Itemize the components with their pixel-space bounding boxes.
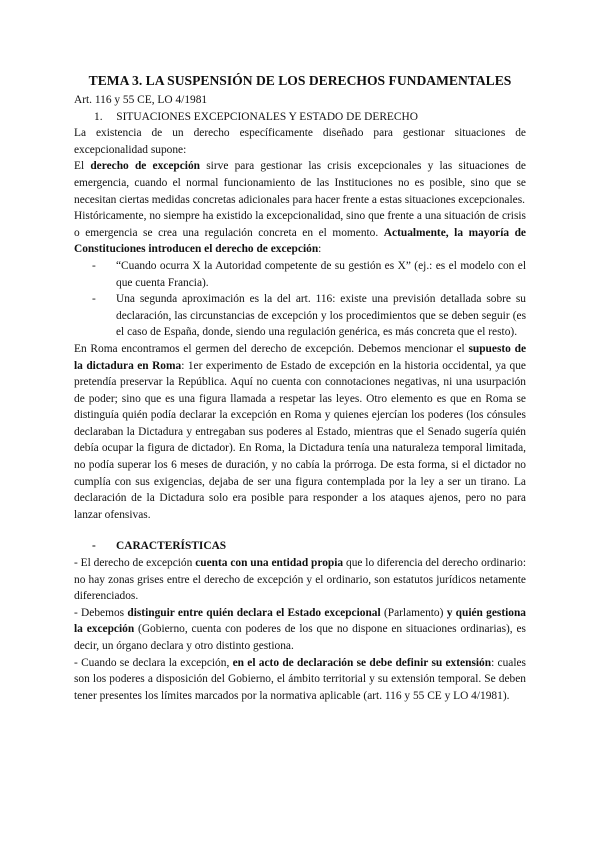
text-run: El [74,160,91,173]
list-item: - Una segunda aproximación es la del art. 116: existe una previsión detallada sobre su declaración, las circunstancias de excepción y los procedimientos que se deben seguir (es el caso de España, donde, siendo una regulación genérica, es más concreta que el resto). [92,291,526,341]
text-run: Históricamente, no siempre ha existido la excepcionalidad, sino que frente a una situación de crisis o emergencia se crea una regulación concreta en el momento. [74,210,526,239]
section-1-title: SITUACIONES EXCEPCIONALES Y ESTADO DE DERECHO [116,110,418,123]
characteristic-1 [74,555,526,605]
legal-references: Art. 116 y 55 CE, LO 4/1981 [74,94,208,106]
text-run: - El derecho de excepción [74,557,196,570]
list-item: - “Cuando ocurra X la Autoridad competente de su gestión es X” (ej.: es el modelo con el que cuenta Francia). [92,258,526,291]
bold-run: y quién gestiona la excepción [74,606,527,636]
bold-run: Actualmente, la mayoría de Constituciones introducen el derecho de excepción [74,226,526,256]
text-run: que lo diferencia del derecho ordinario: no hay zonas grises entre el derecho de excepción y el ordinario, son estatutos jurídicos netamente diferenciados. [74,557,527,603]
text-run: : [318,243,322,256]
text-run: - Cuando se declara la excepción, [74,656,233,669]
text-run: En Roma encontramos el germen del derecho de excepción. Debemos mencionar el [74,342,469,355]
text-run: sirve para gestionar las crisis excepcionales y las situaciones de emergencia, cuando el normal funcionamiento de las Instituciones no es posible, sino que se necesitan ciertas medidas concretas adicionales para hacer frente a estas situaciones excepcionales. [74,160,526,206]
section-1-heading [74,109,526,126]
text-run: (Parlamento) [380,606,447,619]
paragraph-intro: La existencia de un derecho específicamente diseñado para gestionar situaciones de excepcionalidad supone: [74,127,526,156]
bold-run: distinguir entre quién declara el Estado excepcional [127,606,381,619]
bold-run: derecho de excepción [90,160,201,173]
text-run: - Debemos [74,606,128,619]
paragraph-roma [74,341,526,524]
bold-run: en el acto de declaración se debe definir su extensión [232,656,492,669]
paragraph-historia [74,208,526,258]
document-title: TEMA 3. LA SUSPENSIÓN DE LOS DERECHOS FUNDAMENTALES [88,73,512,88]
models-list [74,258,526,341]
bold-run: supuesto de la dictadura en Roma [74,342,527,372]
section-1-number: 1. [94,110,103,123]
text-run: : 1er experimento de Estado de excepción en la historia occidental, ya que pretendía preservar la República. Aquí no cuenta con connotaciones negativas, ni una usurpación de poder; sino que es una figura llamada a respetar las leyes. Otro elemento es que en Roma se distinguía quién podía declarar la excepción en Roma y quienes ejercían los poderes (los cónsules declaraban la Dictadura y entregaban sus poderes al Estado, mientras que el Senado sugería quién debía ocupar la figura de dictador). En Roma, la Dictadura tenía una naturaleza temporal limitada, no podía superar los 6 meses de duración, y no cabía la prórroga. De esta forma, si el dictador no cumplía con sus exigencias, dejaba de ser una figura contemplada por la ley a ser un tirano. La declaración de la Dictadura solo era posible para responder a los ataques ajenos, pero no para lanzar ofensivas. [74,359,526,521]
bold-run: cuenta con una entidad propia [195,557,344,570]
characteristic-2 [74,605,526,655]
dash-marker: - [92,540,96,553]
document-body [74,72,526,704]
paragraph-derecho-excepcion [74,158,526,208]
section-caracteristicas-heading [74,538,526,555]
section-title: CARACTERÍSTICAS [116,540,227,553]
text-run: : cuales son los poderes a disposición del Gobierno, el ámbito territorial y su extensión temporal. Se deben tener presentes los límites marcados por la normativa aplicable (art. 116 y 55 CE y LO 4/1981). [74,656,526,702]
text-run: (Gobierno, cuenta con poderes de los que no dispone en situaciones ordinarias), es decir, un órgano declara y otro distinto gestiona. [74,623,526,652]
characteristic-3 [74,655,526,705]
spacer [74,523,526,538]
